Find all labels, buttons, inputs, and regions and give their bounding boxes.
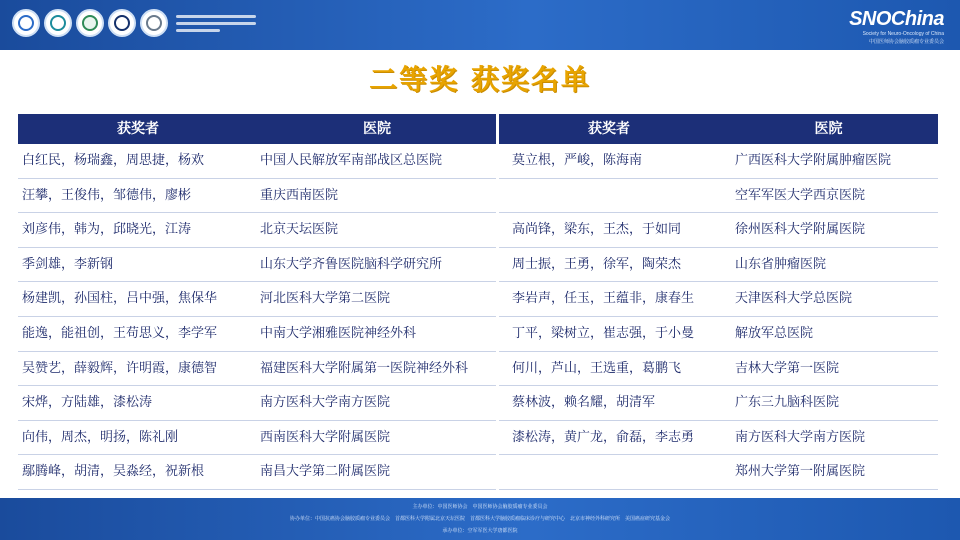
winners-cell: 宋烨，方陆雄，漆松涛: [22, 395, 153, 411]
snochina-logo: [824, 8, 944, 44]
header-hospital-left: 医院: [363, 121, 391, 137]
footer-host: 承办单位：空军军医大学唐都医院: [442, 528, 518, 534]
hospital-cell: 河北医科大学第二医院: [260, 291, 391, 307]
header-hospital-right: 医院: [814, 121, 843, 137]
hospital-cell: 重庆西南医院: [260, 187, 339, 203]
hospital-cell: 空军军医大学西京医院: [735, 187, 866, 203]
winners-cell: 何川，芦山，王选重，葛鹏飞: [512, 360, 682, 376]
winners-table: [18, 114, 938, 490]
table-row: [18, 248, 938, 283]
hospital-cell: 广西医科大学附属肿瘤医院: [735, 153, 892, 168]
winners-cell: 汪攀，王俊伟，邹德伟，廖彬: [22, 187, 192, 203]
hospital-cell: 解放军总医院: [735, 326, 814, 341]
hospital-cell: 南方医科大学南方医院: [260, 395, 391, 411]
table-row: [18, 213, 938, 248]
hospital-cell: 福建医科大学附属第一医院神经外科: [260, 360, 469, 376]
hospital-cell: 广东三九脑科医院: [735, 395, 840, 411]
table-row: [18, 282, 938, 317]
winners-cell: 高尚锋，梁东，王杰，于如同: [512, 222, 682, 238]
brand-subtitle-cn: 中国医师协会脑胶质瘤专业委员会: [868, 39, 944, 45]
sponsor-logos: [12, 9, 256, 37]
winners-cell: [512, 179, 718, 214]
winners-cell: 周士振，王勇，徐军，陶荣杰: [512, 256, 682, 272]
institute-logo-icon: [140, 9, 168, 37]
cancer-society-logo-icon: [76, 9, 104, 37]
table-row: [18, 317, 938, 352]
hospital-cell: 西南医科大学附属医院: [260, 429, 391, 445]
header-winners-left: 获奖者: [117, 121, 159, 137]
hospital-cell: 山东省肿瘤医院: [735, 256, 827, 272]
winners-cell: 莫立根，严峻，陈海南: [512, 153, 643, 168]
brand-name: SNOChina: [849, 8, 944, 30]
table-row: [18, 144, 938, 179]
hospital-cell: 北京天坛医院: [260, 222, 339, 238]
hospital-cell: 山东大学齐鲁医院脑科学研究所: [260, 256, 443, 272]
table-row: [18, 179, 938, 214]
hospital-cell: 南方医科大学南方医院: [735, 429, 866, 445]
winners-cell: 刘彦伟，韩为，邱晓光，江涛: [22, 222, 192, 238]
table-row: [18, 386, 938, 421]
hospital-cell: 徐州医科大学附属医院: [735, 222, 866, 238]
winners-cell: 杨建凯，孙国柱，吕中强，焦保华: [22, 291, 218, 307]
hospital-cell: 中南大学湘雅医院神经外科: [260, 326, 417, 341]
hospital-cell: 天津医科大学总医院: [735, 291, 853, 307]
table-row: [18, 455, 938, 490]
winners-cell: 能逸，能祖创，王苟思义，李学军: [22, 326, 218, 341]
winners-cell: 蔡林波，赖名耀，胡清军: [512, 395, 656, 411]
hospital-cell: 南昌大学第二附属医院: [260, 464, 391, 480]
hospital-cell: 中国人民解放军南部战区总医院: [260, 153, 443, 168]
top-banner: [0, 0, 960, 50]
winners-cell: 漆松涛，黄广龙，俞磊，李志勇: [512, 429, 695, 445]
brand-subtitle-en: Society for Neuro-Oncology of China: [862, 31, 944, 37]
hospital-cell: 郑州大学第一附属医院: [735, 464, 866, 480]
hospital-logo-icon: [108, 9, 136, 37]
column-divider: [496, 114, 499, 490]
winners-cell: [512, 455, 718, 490]
hospital-cell: 吉林大学第一医院: [735, 360, 840, 376]
table-row: [18, 421, 938, 456]
winners-cell: 向伟，周杰，明扬，陈礼刚: [22, 429, 179, 445]
winners-cell: 白红民，杨瑞鑫，周思捷，杨欢: [22, 153, 205, 168]
winners-cell: 鄢腾峰，胡清，吴淼经，祝新根: [22, 464, 205, 480]
footer-organizer: 主办单位：中国医师协会 中国医师协会脑胶质瘤专业委员会: [412, 504, 548, 510]
winners-cell: 吴赞艺，薛毅辉，许明霞，康德智: [22, 360, 218, 376]
cmda-logo-icon: [12, 9, 40, 37]
table-header: [18, 114, 938, 144]
header-winners-right: 获奖者: [588, 121, 630, 137]
footer-co-organizers: 协办单位：中国抗癌协会脑胶质瘤专业委员会 首都医科大学附属北京天坛医院 首都医科大学脑胶质瘤临床诊疗与研究中心 北京市神经外科研究所 美国癌症研究基金会: [289, 516, 670, 522]
table-row: [18, 352, 938, 387]
winners-cell: 李岩声，任玉，王蕴非，康春生: [512, 291, 695, 307]
foundation-logo-icon: [176, 9, 256, 37]
winners-cell: 季剑雄，李新钢: [22, 256, 114, 272]
winners-cell: 丁平，梁树立，崔志强，于小曼: [512, 326, 695, 341]
association-logo-icon: [44, 9, 72, 37]
page-title: 二等奖 获奖名单: [369, 63, 591, 96]
footer-banner: [0, 498, 960, 540]
